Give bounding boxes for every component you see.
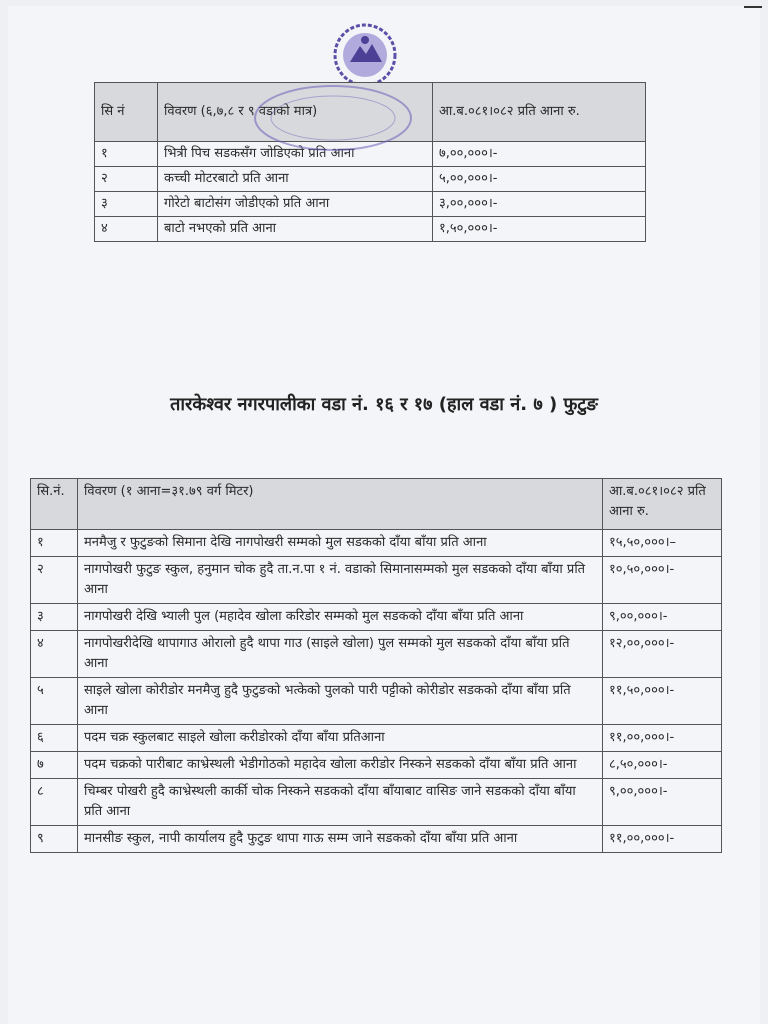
row-serial-number: ४ (31, 631, 78, 678)
row-rate: ११,००,०००।- (603, 725, 722, 752)
row-serial-number: ५ (31, 678, 78, 725)
row-rate: १२,००,०००।- (603, 631, 722, 678)
row-rate: ७,००,०००।- (433, 142, 646, 167)
row-description: मानसीङ स्कुल, नापी कार्यालय हुदै फुटुङ थापा गाऊ सम्म जाने सडकको दाँया बाँया प्रति आना (78, 826, 603, 853)
table-row (31, 631, 722, 678)
row-description: भित्री पिच सडकसँग जोडिएको प्रति आना (158, 142, 433, 167)
row-rate: ९,००,०००।- (603, 779, 722, 826)
row-description: साइले खोला कोरीडोर मनमैजु हुदै फुटुङको भत्केको पुलको पारी पट्टीको कोरीडोर सडकको दाँया बाँया प्रति आना (78, 678, 603, 725)
row-serial-number: ८ (31, 779, 78, 826)
row-serial-number: ९ (31, 826, 78, 853)
row-serial-number: २ (31, 557, 78, 604)
land-rate-table-wards-6-9 (94, 82, 646, 242)
section-heading: तारकेश्वर नगरपालीका वडा नं. १६ र १७ (हाल वडा नं. ७ ) फुटुङ (170, 394, 598, 415)
col-header-rate: आ.ब.०८१।०८२ प्रति आना रु. (433, 83, 646, 142)
table-row (31, 604, 722, 631)
row-description: कच्ची मोटरबाटो प्रति आना (158, 167, 433, 192)
row-rate: ८,५०,०००।- (603, 752, 722, 779)
row-serial-number: १ (95, 142, 158, 167)
table-row (95, 167, 646, 192)
row-serial-number: १ (31, 530, 78, 557)
land-rate-table-phutung (30, 478, 722, 853)
row-rate: १५,५०,०००।– (603, 530, 722, 557)
row-rate: १,५०,०००।- (433, 217, 646, 242)
table-row (95, 142, 646, 167)
row-serial-number: ६ (31, 725, 78, 752)
table-row (31, 678, 722, 725)
row-description: पदम चक्र स्कुलबाट साइले खोला करीडोरको दाँया बाँया प्रतिआना (78, 725, 603, 752)
table-header-row (31, 479, 722, 530)
row-serial-number: ३ (31, 604, 78, 631)
nepal-emblem-seal (330, 20, 400, 90)
col-header-description: विवरण (६,७,८ र ९ वडाको मात्र) (158, 83, 433, 142)
row-description: पदम चक्रको पारीबाट काभ्रेस्थली भेडीगोठको महादेव खोला करीडोर निस्कने सडकको दाँया बाँया प्रति आना (78, 752, 603, 779)
table-row (95, 192, 646, 217)
row-description: चिम्बर पोखरी हुदै काभ्रेस्थली कार्की चोक निस्कने सडकको दाँया बाँयाबाट वासिङ जाने सडकको दाँया बाँया प्रति आना (78, 779, 603, 826)
table-row (31, 530, 722, 557)
row-rate: ९,००,०००।- (603, 604, 722, 631)
row-description: बाटो नभएको प्रति आना (158, 217, 433, 242)
row-rate: ३,००,०००।- (433, 192, 646, 217)
col-header-sn: सि नं (95, 83, 158, 142)
col-header-description: विवरण (१ आना=३१.७९ वर्ग मिटर) (78, 479, 603, 530)
table-row (31, 557, 722, 604)
row-serial-number: २ (95, 167, 158, 192)
table-row (31, 725, 722, 752)
row-rate: ५,००,०००।- (433, 167, 646, 192)
row-rate: १०,५०,०००।- (603, 557, 722, 604)
table-row (31, 826, 722, 853)
corner-mark (744, 6, 762, 8)
row-serial-number: ३ (95, 192, 158, 217)
row-description: नागपोखरीदेखि थापागाउ ओरालो हुदै थापा गाउ (साइले खोला) पुल सम्मको मुल सडकको दाँया बाँया प्रति आना (78, 631, 603, 678)
col-header-sn: सि.नं. (31, 479, 78, 530)
table-header-row (95, 83, 646, 142)
row-description: गोरेटो बाटोसंग जोडीएको प्रति आना (158, 192, 433, 217)
row-rate: ११,००,०००।- (603, 826, 722, 853)
row-description: नागपोखरी फुटुङ स्कुल, हनुमान चोक हुदै ता.न.पा १ नं. वडाको सिमानासम्मको मुल सडकको दाँया बाँया प्रति आना (78, 557, 603, 604)
row-description: मनमैजु र फुटुङको सिमाना देखि नागपोखरी सम्मको मुल सडकको दाँया बाँया प्रति आना (78, 530, 603, 557)
table-row (95, 217, 646, 242)
row-serial-number: ७ (31, 752, 78, 779)
table-row (31, 752, 722, 779)
row-rate: ११,५०,०००।- (603, 678, 722, 725)
row-serial-number: ४ (95, 217, 158, 242)
col-header-rate: आ.ब.०८१।०८२ प्रति आना रु. (603, 479, 722, 530)
table-row (31, 779, 722, 826)
row-description: नागपोखरी देखि भ्याली पुल (महादेव खोला करिडोर सम्मको मुल सडकको दाँया बाँया प्रति आना (78, 604, 603, 631)
